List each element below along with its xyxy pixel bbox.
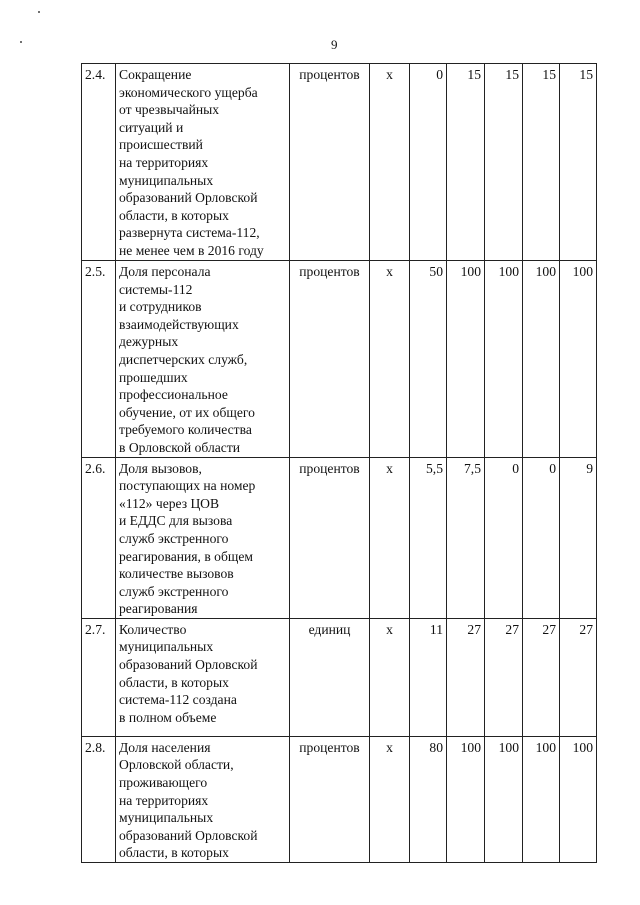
- table-row: [82, 736, 597, 862]
- indicators-table: [81, 63, 597, 863]
- indicator-name-line: развернута система-112,: [119, 225, 260, 241]
- indicator-name: [116, 457, 290, 618]
- indicator-name-line: на территориях: [119, 154, 209, 170]
- scan-speck: [20, 41, 22, 43]
- indicator-name: [116, 618, 290, 736]
- indicator-name-line: реагирования, в общем: [119, 548, 253, 564]
- base-value-cell: x: [370, 457, 410, 618]
- unit-cell: процентов: [290, 736, 370, 862]
- indicator-name-line: в Орловской области: [119, 439, 241, 455]
- indicator-name-line: от чрезвычайных: [119, 102, 220, 118]
- indicator-name-line: системы-112: [119, 281, 193, 297]
- indicator-name-line: ситуаций и: [119, 119, 184, 135]
- indicator-name-line: профессиональное: [119, 387, 228, 403]
- scan-speck: [38, 11, 40, 13]
- indicator-name: [116, 261, 290, 458]
- year-value-cell: 100: [447, 736, 485, 862]
- indicator-name-line: диспетчерских служб,: [119, 351, 248, 367]
- year-value-cell: 50: [410, 261, 447, 458]
- indicator-name-line: области, в которых: [119, 674, 229, 690]
- base-value-cell: x: [370, 736, 410, 862]
- indicator-name-line: система-112 создана: [119, 692, 237, 708]
- indicator-name-line: служб экстренного: [119, 583, 229, 599]
- indicator-name-line: происшествий: [119, 137, 203, 153]
- indicator-name-line: муниципальных: [119, 639, 214, 655]
- year-value-cell: 100: [523, 736, 560, 862]
- year-value-cell: 5,5: [410, 457, 447, 618]
- indicator-name-line: требуемого количества: [119, 422, 252, 438]
- year-value-cell: 15: [560, 64, 597, 261]
- indicator-name-line: образований Орловской: [119, 657, 258, 673]
- row-number: 2.4.: [82, 64, 116, 261]
- year-value-cell: 7,5: [447, 457, 485, 618]
- indicator-name-line: дежурных: [119, 334, 179, 350]
- table-row: [82, 457, 597, 618]
- row-number: 2.8.: [82, 736, 116, 862]
- table-row: [82, 618, 597, 736]
- table-row: [82, 64, 597, 261]
- unit-cell: процентов: [290, 64, 370, 261]
- indicator-name-line: экономического ущерба: [119, 84, 258, 100]
- unit-cell: единиц: [290, 618, 370, 736]
- indicator-name-line: образований Орловской: [119, 827, 258, 843]
- indicator-name-line: и сотрудников: [119, 299, 202, 315]
- indicator-name-line: Орловской области,: [119, 757, 234, 773]
- base-value-cell: x: [370, 64, 410, 261]
- indicator-name-line: образований Орловской: [119, 190, 258, 206]
- year-value-cell: 100: [560, 736, 597, 862]
- year-value-cell: 15: [447, 64, 485, 261]
- row-number: 2.5.: [82, 261, 116, 458]
- year-value-cell: 100: [447, 261, 485, 458]
- indicator-name-line: области, в которых: [119, 207, 229, 223]
- page-number: 9: [331, 37, 338, 52]
- indicator-name-line: «112» через ЦОВ: [119, 495, 220, 511]
- unit-cell: процентов: [290, 261, 370, 458]
- year-value-cell: 100: [485, 736, 523, 862]
- year-value-cell: 9: [560, 457, 597, 618]
- indicator-name: [116, 736, 290, 862]
- base-value-cell: x: [370, 261, 410, 458]
- year-value-cell: 100: [523, 261, 560, 458]
- row-number: 2.6.: [82, 457, 116, 618]
- unit-cell: процентов: [290, 457, 370, 618]
- year-value-cell: 100: [485, 261, 523, 458]
- indicator-name-line: количестве вызовов: [119, 566, 234, 582]
- base-value-cell: x: [370, 618, 410, 736]
- year-value-cell: 27: [485, 618, 523, 736]
- year-value-cell: 0: [410, 64, 447, 261]
- indicator-name-line: муниципальных: [119, 810, 214, 826]
- indicator-name-line: на территориях: [119, 792, 209, 808]
- indicator-name-line: Доля вызовов,: [119, 460, 202, 476]
- year-value-cell: 15: [523, 64, 560, 261]
- row-number: 2.7.: [82, 618, 116, 736]
- indicator-name-line: поступающих на номер: [119, 478, 256, 494]
- year-value-cell: 80: [410, 736, 447, 862]
- table-row: [82, 261, 597, 458]
- indicator-name-line: реагирования: [119, 601, 198, 617]
- indicator-name-line: взаимодействующих: [119, 316, 239, 332]
- indicator-name-line: Доля персонала: [119, 264, 211, 279]
- year-value-cell: 0: [523, 457, 560, 618]
- year-value-cell: 15: [485, 64, 523, 261]
- indicator-name-line: и ЕДДС для вызова: [119, 513, 233, 529]
- year-value-cell: 0: [485, 457, 523, 618]
- indicator-name-line: муниципальных: [119, 172, 214, 188]
- indicator-name-line: области, в которых: [119, 845, 229, 861]
- year-value-cell: 27: [560, 618, 597, 736]
- indicator-name-line: не менее чем в 2016 году: [119, 242, 264, 258]
- year-value-cell: 11: [410, 618, 447, 736]
- year-value-cell: 100: [560, 261, 597, 458]
- indicator-name-line: прошедших: [119, 369, 188, 385]
- indicator-name-line: проживающего: [119, 775, 208, 791]
- indicator-name-line: в полном объеме: [119, 709, 217, 725]
- indicator-name-line: служб экстренного: [119, 530, 229, 546]
- year-value-cell: 27: [523, 618, 560, 736]
- year-value-cell: 27: [447, 618, 485, 736]
- indicator-name-line: Количество: [119, 621, 187, 637]
- indicator-name-line: Сокращение: [119, 67, 192, 82]
- indicator-name: [116, 64, 290, 261]
- indicator-name-line: обучение, от их общего: [119, 404, 255, 420]
- indicator-name-line: Доля населения: [119, 739, 211, 755]
